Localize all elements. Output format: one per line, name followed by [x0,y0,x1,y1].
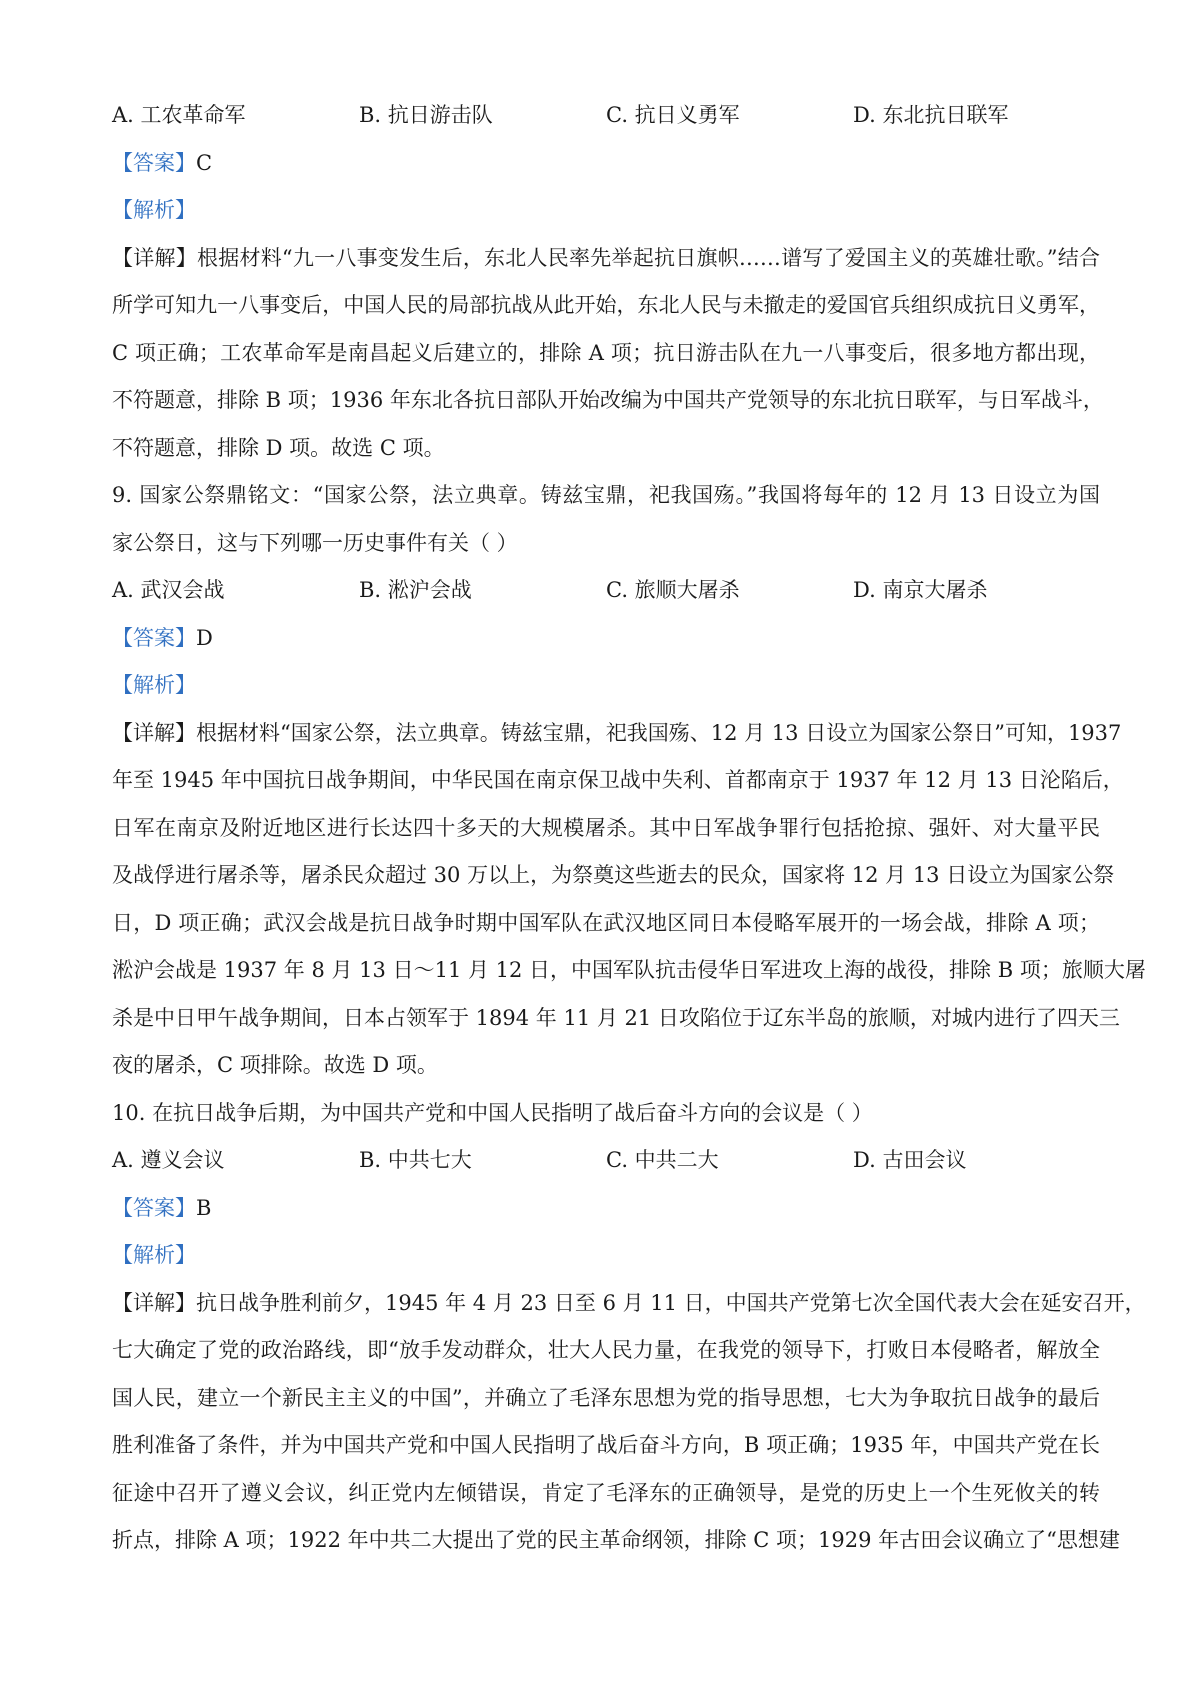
q9-detail-line: 日，D 项正确；武汉会战是抗日战争时期中国军队在武汉地区同日本侵略军展开的一场会战，排除 A 项； [112,910,1100,935]
q10-detail-line: 胜利准备了条件，并为中国共产党和中国人民指明了战后奋斗方向，B 项正确；1935 年，中国共产党在长 [112,1433,1100,1457]
detail-tag: 【详解】 [112,245,197,270]
q9-detail-line: 杀是中日甲午战争期间，日本占领军于 1894 年 11 月 21 日攻陷位于辽东半岛的旅顺，对城内进行了四天三 [112,1005,1120,1030]
q9-option-a: A. 武汉会战 [112,578,225,602]
q8-detail-line: 不符题意，排除 D 项。故选 C 项。 [112,435,445,460]
q10-detail-line [112,1280,1146,1328]
answer-tag: 【答案】 [112,150,196,175]
q8-option-b: B. 抗日游击队 [359,103,493,127]
q8-detail-line [112,235,1100,283]
q9-question-line: 9. 国家公祭鼎铭文：“国家公祭，法立典章。铸兹宝鼎，祀我国殇。”我国将每年的 12 月 13 日设立为国 [112,483,1100,507]
q9-question-line: 家公祭日，这与下列哪一历史事件有关（ ） [112,530,518,555]
document-page [112,92,1146,1565]
detail-text: 根据材料“国家公祭，法立典章。铸兹宝鼎，祀我国殇、12 月 13 日设立为国家公祭日”可知，1937 [196,720,1122,745]
q9-detail-line: 淞沪会战是 1937 年 8 月 13 日～11 月 12 日，中国军队抗击侵华日军进攻上海的战役，排除 B 项；旅顺大屠 [112,958,1146,982]
q9-detail-line [112,710,1122,758]
q9-options [112,567,1100,615]
q10-option-a: A. 遵义会议 [112,1148,225,1172]
analysis-tag: 【解析】 [112,1243,196,1267]
detail-text: 抗日战争胜利前夕，1945 年 4 月 23 日至 6 月 11 日，中国共产党第七次全国代表大会在延安召开， [196,1290,1146,1315]
q10-detail-line: 征途中召开了遵义会议，纠正党内左倾错误，肯定了毛泽东的正确领导，是党的历史上一个生死攸关的转 [112,1480,1100,1505]
answer-value: B [196,1195,212,1220]
detail-tag: 【详解】 [112,720,196,745]
q9-detail-line: 日军在南京及附近地区进行长达四十多天的大规模屠杀。其中日军战争罪行包括抢掠、强奸、对大量平民 [112,815,1100,840]
q8-option-c: C. 抗日义勇军 [606,103,740,127]
q8-analysis-heading [112,187,1100,235]
q10-option-c: C. 中共二大 [606,1148,719,1172]
q9-option-c: C. 旅顺大屠杀 [606,578,740,602]
q8-detail-line: C 项正确；工农革命军是南昌起义后建立的，排除 A 项；抗日游击队在九一八事变后，很多地方都出现， [112,340,1100,365]
q8-detail-line: 不符题意，排除 B 项；1936 年东北各抗日部队开始改编为中国共产党领导的东北抗日联军，与日军战斗， [112,388,1104,412]
q8-options [112,92,1100,140]
q8-option-a: A. 工农革命军 [112,103,246,127]
q9-option-b: B. 淞沪会战 [359,578,472,602]
answer-tag: 【答案】 [112,625,196,650]
q10-analysis-heading [112,1232,1100,1280]
q10-question-line: 10. 在抗日战争后期，为中国共产党和中国人民指明了战后奋斗方向的会议是（ ） [112,1100,873,1125]
q10-detail-line: 七大确定了党的政治路线，即“放手发动群众，壮大人民力量，在我党的领导下，打败日本侵略者，解放全 [112,1338,1100,1362]
analysis-tag: 【解析】 [112,673,196,697]
analysis-tag: 【解析】 [112,198,196,222]
q10-options [112,1137,1100,1185]
q10-answer [112,1185,1100,1233]
answer-value: D [196,625,213,650]
q9-detail-line: 年至 1945 年中国抗日战争期间，中华民国在南京保卫战中失利、首都南京于 1937 年 12 月 13 日沦陷后， [112,768,1124,792]
q10-detail-line: 折点，排除 A 项；1922 年中共二大提出了党的民主革命纲领，排除 C 项；1929 年古田会议确立了“思想建 [112,1528,1120,1552]
q9-analysis-heading [112,662,1100,710]
q9-answer [112,615,1100,663]
q9-detail-line: 及战俘进行屠杀等，屠杀民众超过 30 万以上，为祭奠这些逝去的民众，国家将 12 月 13 日设立为国家公祭 [112,863,1115,887]
detail-text: 根据材料“九一八事变发生后，东北人民率先举起抗日旗帜……谱写了爱国主义的英雄壮歌。”结合 [196,245,1101,270]
q8-answer [112,140,1100,188]
answer-value: C [196,150,213,175]
q10-option-d: D. 古田会议 [853,1148,967,1172]
answer-tag: 【答案】 [112,1195,196,1220]
q10-detail-line: 国人民，建立一个新民主主义的中国”，并确立了毛泽东思想为党的指导思想，七大为争取抗日战争的最后 [112,1385,1100,1410]
q8-option-d: D. 东北抗日联军 [853,103,1009,127]
q9-detail-line: 夜的屠杀，C 项排除。故选 D 项。 [112,1053,438,1077]
detail-tag: 【详解】 [112,1290,196,1315]
q8-detail-line: 所学可知九一八事变后，中国人民的局部抗战从此开始，东北人民与未撤走的爱国官兵组织成抗日义勇军， [112,293,1100,317]
q10-option-b: B. 中共七大 [359,1148,472,1172]
q9-option-d: D. 南京大屠杀 [853,578,988,602]
